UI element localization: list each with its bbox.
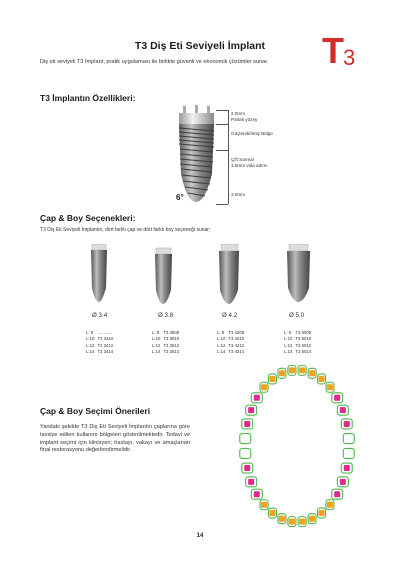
tooth-marker [319,376,325,382]
table-row: L:14 T3 4214 [217,348,245,354]
tooth-marker [254,491,260,497]
diameter-label: Ø 3.4 [92,312,108,319]
tooth-marker [327,502,333,508]
tooth-marker [299,367,305,373]
tooth [343,434,354,444]
tooth-marker [261,384,267,390]
recommend-heading: Çap & Boy Seçimi Önerileri [40,406,151,416]
implant-38 [155,248,172,304]
dental-arch-diagram [232,362,362,530]
implant-50 [287,244,310,302]
tooth [343,448,354,458]
tooth [240,448,251,458]
code-table [217,330,247,355]
tooth-marker [327,384,333,390]
tooth-marker [309,516,315,522]
features-heading: T3 İmplantın Özellikleri: [40,93,136,103]
tooth-marker [344,421,350,427]
table-row: L:14 T3 3814 [152,348,180,354]
tooth-marker [279,516,285,522]
table-row: L:10 T3 3410 [86,336,114,342]
callout-line [216,110,228,111]
code-table [284,330,314,355]
tooth-marker [254,395,260,401]
thread-label: Çift Sarmal [231,157,254,162]
tooth-marker [248,479,254,485]
implant-42 [219,244,239,304]
bottom-height-label: 3.0mm [231,192,246,197]
tooth-marker [344,465,350,471]
tooth-marker [244,465,250,471]
tooth-marker [244,421,250,427]
top-height-label: 2.0mm [231,111,246,116]
callout-line [216,150,228,151]
surface-label: Parlak yüzey [231,117,258,122]
sizes-heading: Çap & Boy Seçenekleri: [40,213,136,223]
diameter-label: Ø 4.2 [222,312,238,319]
intro-text: Diş eti seviyeli T3 İmplant, pratik uygulaması ile birlikte güvenli ve ekonomik çözümler sunar. [40,59,269,65]
pitch-label: 1.5mm vida adımı [231,163,268,168]
table-row: L: 8 T3 3808 [152,330,180,335]
tooth-marker [248,407,254,413]
tooth-marker [299,519,305,525]
tooth-marker [334,395,340,401]
tooth-marker [269,510,275,516]
table-row: L:14 T3 3414 [86,348,114,354]
diameter-label: Ø 3.8 [158,312,174,319]
table-row: L:12 T3 4212 [217,342,245,348]
tooth-marker [334,491,340,497]
callout-bracket [228,110,229,204]
implant-variants [82,244,382,308]
code-table [152,330,182,355]
table-row: L:12 T3 5012 [284,342,312,348]
tooth-marker [340,407,346,413]
table-row: L:10 T3 4210 [217,336,245,342]
table-row: L:14 T3 5014 [284,348,312,354]
table-row: L: 8 T3 5008 [284,330,312,335]
page-title: T3 Diş Eti Seviyeli İmplant [134,40,266,52]
table-row: L: 8 T3 4208 [217,330,245,335]
tooth-marker [269,376,275,382]
degree-label: 6° [176,193,184,202]
table-row: L:10 T3 3810 [152,336,180,342]
tooth-marker [279,370,285,376]
brand-logo: $T_3$ [322,30,355,71]
code-table [86,330,116,355]
implant-34 [91,244,107,302]
tooth-marker [319,510,325,516]
zone-label: Güçlendirilmiş Bölge [231,131,273,136]
callout-line [216,204,228,205]
tooth-marker [289,367,295,373]
table-row: L:10 T3 5010 [284,336,312,342]
tooth-marker [340,479,346,485]
tooth-marker [261,502,267,508]
tooth [240,434,251,444]
page-number: 14 [196,533,204,539]
diameter-label: Ø 5.0 [289,312,305,319]
recommend-text: Yandaki şekilde T3 Diş Eti Seviyeli İmplantın çaplarına göre tavsiye edilen kullanım bölgeleri gösterilmektedir. Tedavi ve implant seçimi için klinisyen; hastayı, vakayı ve amaçlanan final restorasyonu değerlendirmelidir. [40,424,190,454]
callout-line [216,124,228,125]
sizes-subtitle: T3 Diş Eti Seviyeli İmplantın, dört farklı çap ve dört farklı boy seçeneği sunar; [40,227,211,233]
tooth-marker [289,519,295,525]
table-row: L:12 T3 3812 [152,342,180,348]
tooth-marker [309,370,315,376]
table-row: L:12 T3 3412 [86,342,114,348]
table-row: L: 8 ............ [86,330,112,335]
